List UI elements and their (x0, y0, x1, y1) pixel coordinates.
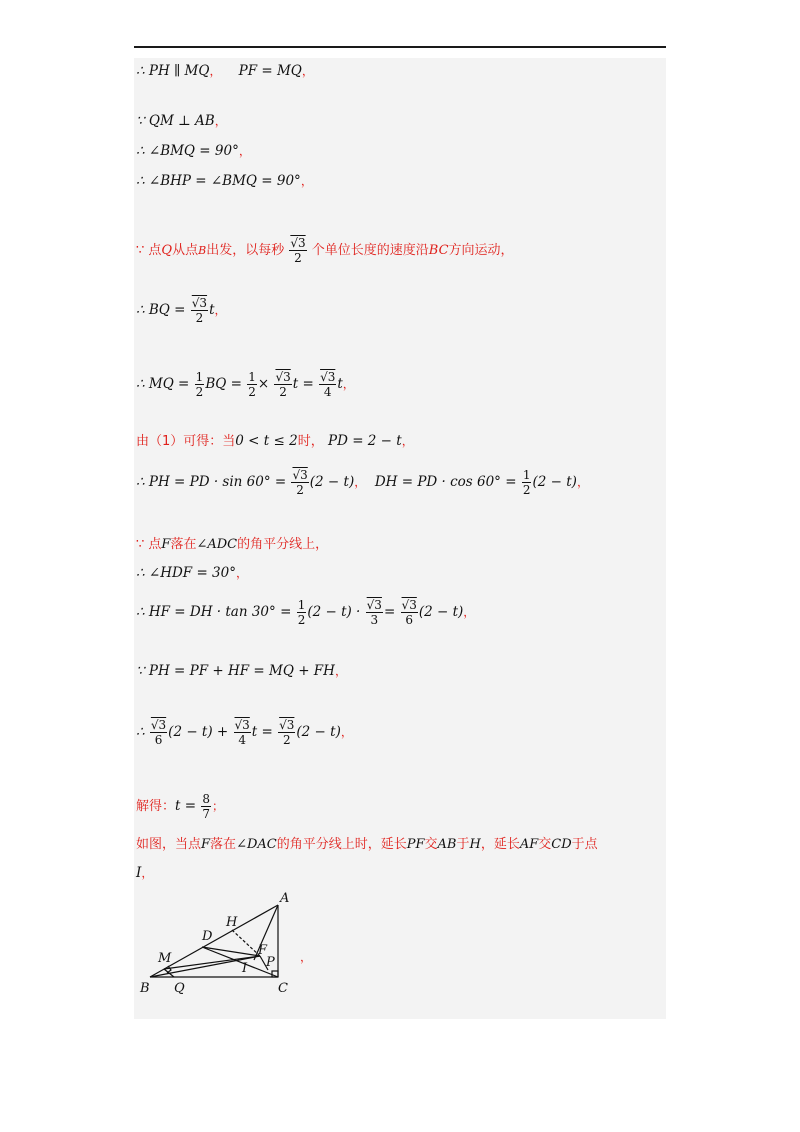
fraction: $\frac{√3}{2}$ (275, 370, 291, 399)
line-solution-t: 解得：t = $\frac{8}{7}$ ； (136, 792, 224, 821)
segment-ba (150, 905, 278, 977)
fraction: $\frac{8}{7}$ (202, 792, 210, 821)
fraction: $\frac{√3}{3}$ (366, 598, 382, 627)
fraction: $\frac{1}{2}$ (297, 598, 306, 627)
label-d: D (202, 929, 213, 944)
label-a: A (280, 891, 290, 906)
label-b: B (140, 981, 150, 996)
fraction: $\frac{1}{2}$ (195, 370, 204, 399)
line-angle-bhp: ∴ ∠BHP = ∠BMQ = 90°， (136, 173, 313, 189)
line-point-f-bisector: ∵ 点F落在∠ADC的角平分线上， (136, 537, 329, 552)
line-hf: ∴ HF = DH · tan 30° = $\frac{1}{2}$ (2 − t) · $\frac{√3}{3}$ = $\frac{√3}{6}$ (2 − t)， (136, 598, 476, 627)
fraction: $\frac{√3}{2}$ (292, 468, 308, 497)
fraction: $\frac{1}{2}$ (248, 370, 256, 399)
fraction: $\frac{√3}{2}$ (279, 718, 295, 747)
line-second-case: 如图，当点F落在∠DAC的角平分线上时，延长PF交AB于H，延长AF交CD于点 (136, 837, 598, 852)
line-ph-sum: ∵ PH = PF + HF = MQ + FH， (136, 663, 347, 679)
line-point-i: I， (136, 865, 154, 881)
fraction: $\frac{√3}{6}$ (401, 598, 417, 627)
line-ph-dh: ∴ PH = PD · sin 60° = $\frac{√3}{2}$ (2 − t)， DH = PD · cos 60° = $\frac{1}{2}$ (2 − t)， (136, 468, 589, 497)
top-rule (134, 46, 666, 48)
fraction: $\frac{√3}{4}$ (320, 370, 336, 399)
line-angle-hdf: ∴ ∠HDF = 30°， (136, 565, 248, 581)
line-qm-perp-ab: ∵ QM ⊥ AB， (136, 113, 227, 129)
line-equation: ∴ $\frac{√3}{6}$ (2 − t) + $\frac{√3}{4}$ t = $\frac{√3}{2}$ (2 − t)， (136, 718, 353, 747)
label-q: Q (174, 981, 185, 996)
label-i: I (242, 961, 248, 976)
label-f: F (258, 943, 268, 958)
label-c: C (278, 981, 288, 996)
fraction: $\frac{√3}{4}$ (234, 718, 250, 747)
label-h: H (226, 915, 238, 930)
line-mq: ∴ MQ = $\frac{1}{2}$ BQ = $\frac{1}{2}$ × $\frac{√3}{2}$ t = $\frac{√3}{4}$ t， (136, 370, 355, 399)
line-bq: ∴ BQ = $\frac{√3}{2}$ t， (136, 296, 227, 325)
label-p: P (266, 955, 275, 970)
geometry-figure (136, 888, 336, 1000)
line-angle-bmq: ∴ ∠BMQ = 90°， (136, 143, 251, 159)
label-m: M (158, 951, 172, 966)
fraction-sqrt3-over-2: $\frac{√3}{2}$ (290, 236, 306, 265)
fraction: $\frac{√3}{2}$ (191, 296, 208, 325)
fraction: $\frac{1}{2}$ (522, 468, 531, 497)
figure-trailing-comma: ， (300, 950, 313, 964)
line-ph-parallel-mq: ∴ PH ∥ MQ， PF = MQ， (136, 63, 314, 79)
line-condition-pd: 由（1）可得：当0 < t ≤ 2时， PD = 2 − t， (136, 433, 414, 449)
fraction: $\frac{√3}{6}$ (150, 718, 167, 747)
line-point-q-motion: ∵ 点Q从点B出发，以每秒 $\frac{√3}{2}$ 个单位长度的速度沿BC方向运动， (136, 236, 514, 265)
